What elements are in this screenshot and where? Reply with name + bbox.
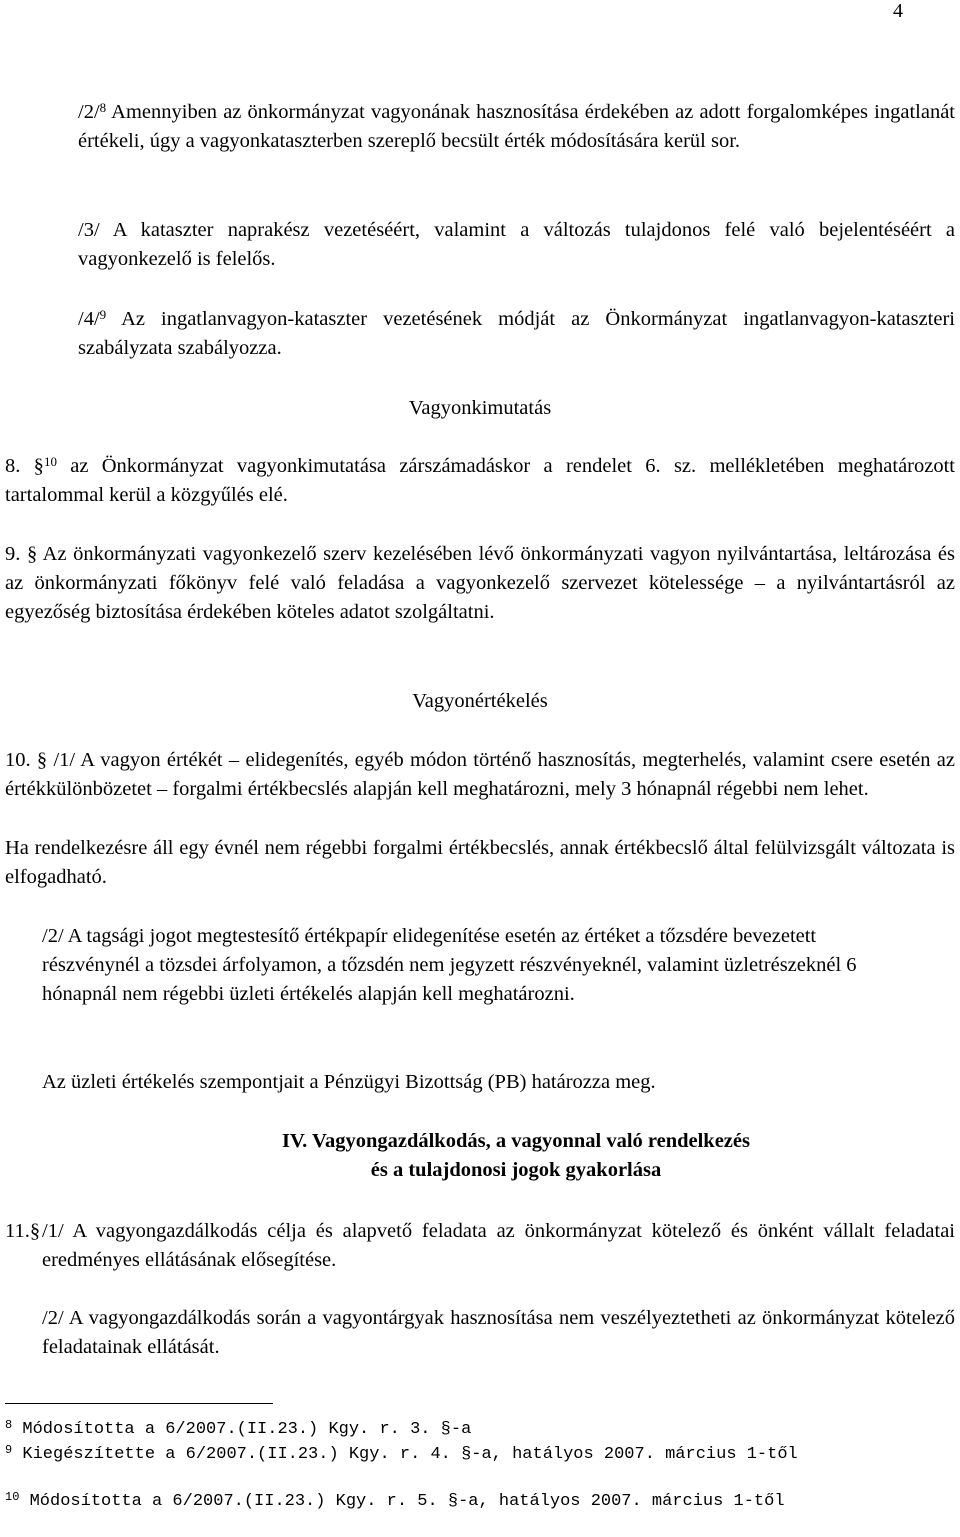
- section-text: Ha rendelkezésre áll egy évnél nem régebbi forgalmi értékbecslés, annak értékbecslő által felülvizsgált változata is elfogadható.: [5, 837, 955, 888]
- section-11-paragraph-1: [42, 1217, 955, 1275]
- footnote-ref-9: 9: [99, 307, 107, 322]
- section-text: 10. § /1/ A vagyon értékét – elidegenítés, egyéb módon történő hasznosítás, megterhelés, valamint csere esetén az értékkülönbözetet – forgalmi értékbecslés alapján kell meghatározni, mely 3 hónapnál régebbi nem lehet.: [5, 749, 955, 800]
- paragraph-text: /3/ A kataszter naprakész vezetéséért, valamint a változás tulajdonos felé való bejelentéséért a vagyonkezelő is felelős.: [78, 219, 955, 270]
- footnote-text: Módosította a 6/2007.(II.23.) Kgy. r. 5. §-a, hatályos 2007. március 1-től: [19, 1492, 785, 1511]
- section-10-paragraph-1b: [5, 834, 955, 892]
- section-text: Az üzleti értékelés szempontjait a Pénzügyi Bizottság (PB) határozza meg.: [42, 1071, 656, 1093]
- paragraph-3: [78, 216, 955, 274]
- page-number: 4: [893, 0, 903, 22]
- chapter-heading-line-1: IV. Vagyongazdálkodás, a vagyonnal való rendelkezés: [282, 1130, 750, 1152]
- footnote-number: 10: [5, 1490, 20, 1504]
- footnote-8: [5, 1418, 955, 1442]
- paragraph-2-8: [78, 98, 955, 156]
- footnote-text: Módosította a 6/2007.(II.23.) Kgy. r. 3. §-a: [12, 1420, 472, 1439]
- footnote-separator: [5, 1403, 273, 1404]
- paragraph-text: Az ingatlanvagyon-kataszter vezetésének módját az Önkormányzat ingatlanvagyon-kataszteri szabályzata szabályozza.: [78, 308, 955, 359]
- section-text: 9. § Az önkormányzati vagyonkezelő szerv kezelésében lévő önkormányzati vagyon nyilvántartása, leltározása és az önkormányzati főkönyv felé való feladása a vagyonkezelő szervezet kötelessége – a nyilvántartásról az egyezőség biztosítása érdekében köteles adatot szolgáltatni.: [5, 543, 955, 623]
- footnote-9: [5, 1443, 955, 1467]
- footnote-number: 9: [5, 1443, 13, 1457]
- section-10-paragraph-2: [42, 922, 912, 1009]
- section-text: /2/ A tagsági jogot megtestesítő értékpapír elidegenítése esetén az értéket a tőzsdére bevezetett részvénynél a tözsdei árfolyamon, a tőzsdén nem jegyzett részvényeknél, valamint üzletrészeknél 6 hónapnál nem régebbi üzleti értékelés alapján kell meghatározni.: [42, 925, 857, 1005]
- heading-vagyonertekeles: Vagyonértékelés: [412, 690, 548, 712]
- section-9: [5, 540, 955, 627]
- footnote-ref-8: 8: [99, 100, 107, 115]
- chapter-heading-line-2: és a tulajdonosi jogok gyakorlása: [370, 1159, 662, 1181]
- section-text: /2/ A vagyongazdálkodás során a vagyontárgyak hasznosítása nem veszélyeztetheti az önkormányzat kötelező feladatainak ellátását.: [42, 1307, 955, 1358]
- paragraph-4-9: [78, 305, 955, 363]
- footnote-number: 8: [5, 1418, 13, 1432]
- footnote-10: [5, 1490, 955, 1514]
- paragraph-lead: /4/: [78, 308, 100, 330]
- chapter-heading: [0, 1127, 960, 1185]
- paragraph-lead: /2/: [78, 101, 100, 123]
- footnote-ref-10: 10: [43, 454, 57, 469]
- section-10-paragraph-3: [42, 1068, 942, 1097]
- section-8: [5, 452, 955, 510]
- footnote-text: Kiegészítette a 6/2007.(II.23.) Kgy. r. 4. §-a, hatályos 2007. március 1-től: [12, 1445, 798, 1464]
- section-text: /1/ A vagyongazdálkodás célja és alapvető feladata az önkormányzat kötelező és önként vállalt feladatai eredményes ellátásának elősegítése.: [42, 1220, 955, 1271]
- heading-vagyonkimutatas: Vagyonkimutatás: [408, 397, 552, 419]
- section-number: 8. §: [5, 455, 44, 477]
- paragraph-text: Amennyiben az önkormányzat vagyonának hasznosítása érdekében az adott forgalomképes ingatlanát értékeli, úgy a vagyonkataszterben szereplő becsült érték módosítására kerül sor.: [78, 101, 955, 152]
- section-text: az Önkormányzat vagyonkimutatása zárszámadáskor a rendelet 6. sz. mellékletében meghatározott tartalommal kerül a közgyűlés elé.: [5, 455, 955, 506]
- section-11-paragraph-2: [42, 1304, 955, 1362]
- section-10-paragraph-1: [5, 746, 955, 804]
- section-11-number: 11.§: [5, 1220, 41, 1242]
